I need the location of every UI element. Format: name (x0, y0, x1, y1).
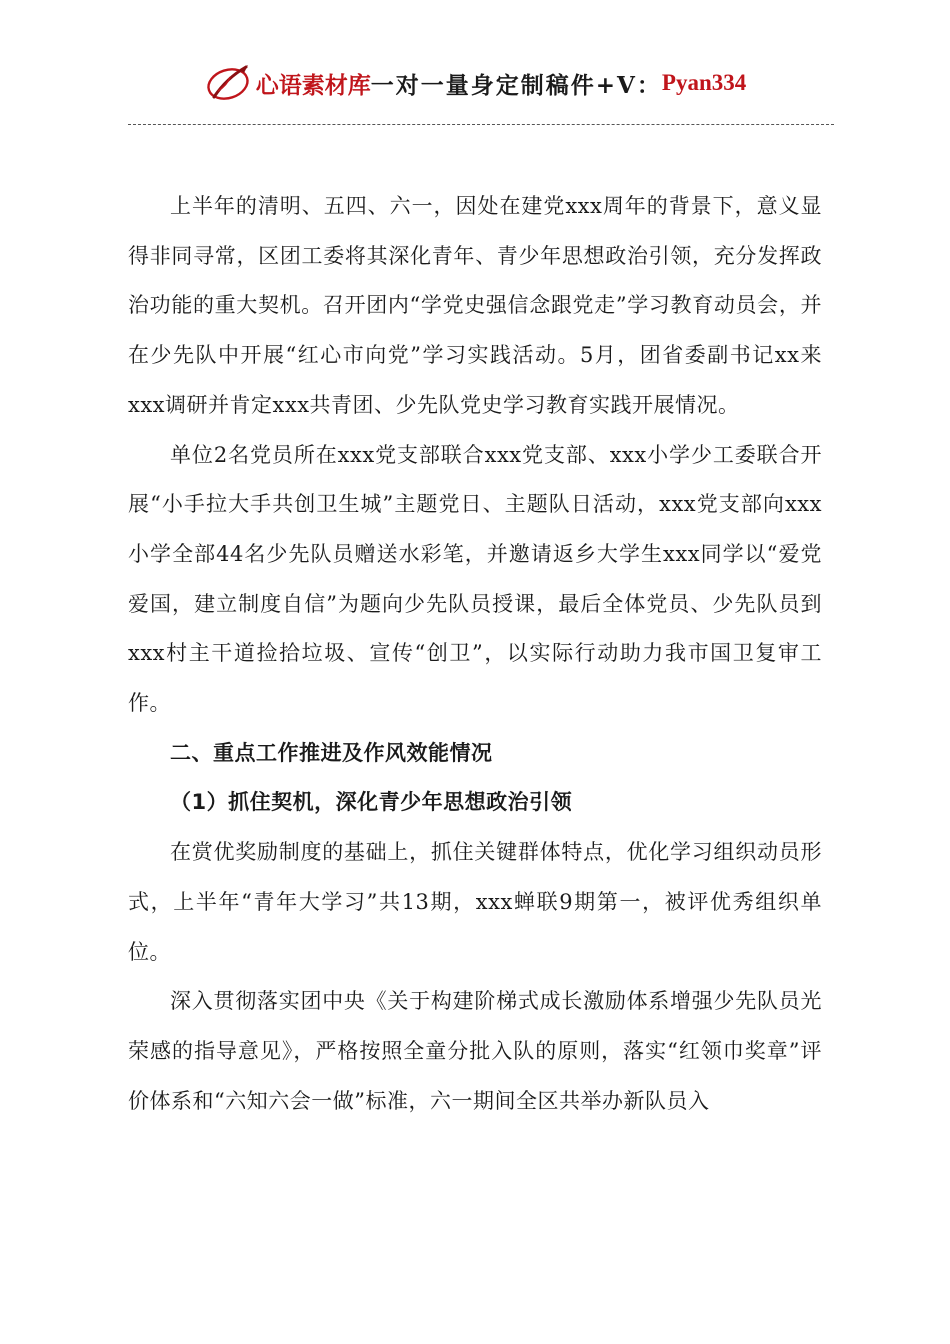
header-divider (128, 124, 834, 125)
contact-id: Pyan334 (661, 70, 747, 95)
document-body (128, 182, 822, 1126)
pen-nib-swirl-icon (204, 61, 254, 105)
body-paragraph: 在赏优奖励制度的基础上，抓住关键群体特点，优化学习组织动员形式，上半年“青年大学习”共13期，xxx蝉联9期第一，被评优秀组织单位。 (128, 840, 822, 964)
body-paragraph: 上半年的清明、五四、六一，因处在建党xxx周年的背景下，意义显得非同寻常，区团工委将其深化青年、青少年思想政治引领，充分发挥政治功能的重大契机。召开团内“学党史强信念跟党走”学习教育动员会，并在少先队中开展“红心市向党”学习实践活动。5月，团省委副书记xx来xxx调研并肯定xxx共青团、少先队党史学习教育实践开展情况。 (128, 194, 822, 417)
header-banner (204, 61, 746, 105)
subsection-heading: （1）抓住契机，深化青少年思想政治引领 (170, 790, 573, 815)
section-heading: 二、重点工作推进及作风效能情况 (170, 740, 493, 765)
page-header (0, 58, 950, 108)
body-paragraph: 单位2名党员所在xxx党支部联合xxx党支部、xxx小学少工委联合开展“小手拉大手共创卫生城”主题党日、主题队日活动，xxx党支部向xxx小学全部44名少先队员赠送水彩笔，并邀请返乡大学生xxx同学以“爱党爱国，建立制度自信”为题向少先队员授课，最后全体党员、少先队员到xxx村主干道捡拾垃圾、宣传“创卫”，以实际行动助力我市国卫复审工作。 (128, 442, 822, 716)
body-paragraph: 深入贯彻落实团中央《关于构建阶梯式成长激励体系增强少先队员光荣感的指导意见》，严格按照全童分批入队的原则，落实“红领巾奖章”评价体系和“六知六会一做”标准，六一期间全区共举办新队员入 (128, 989, 822, 1113)
header-slogan: 一对一量身定制稿件+V： (370, 71, 662, 99)
brand-name: 心语素材库 (255, 72, 371, 99)
